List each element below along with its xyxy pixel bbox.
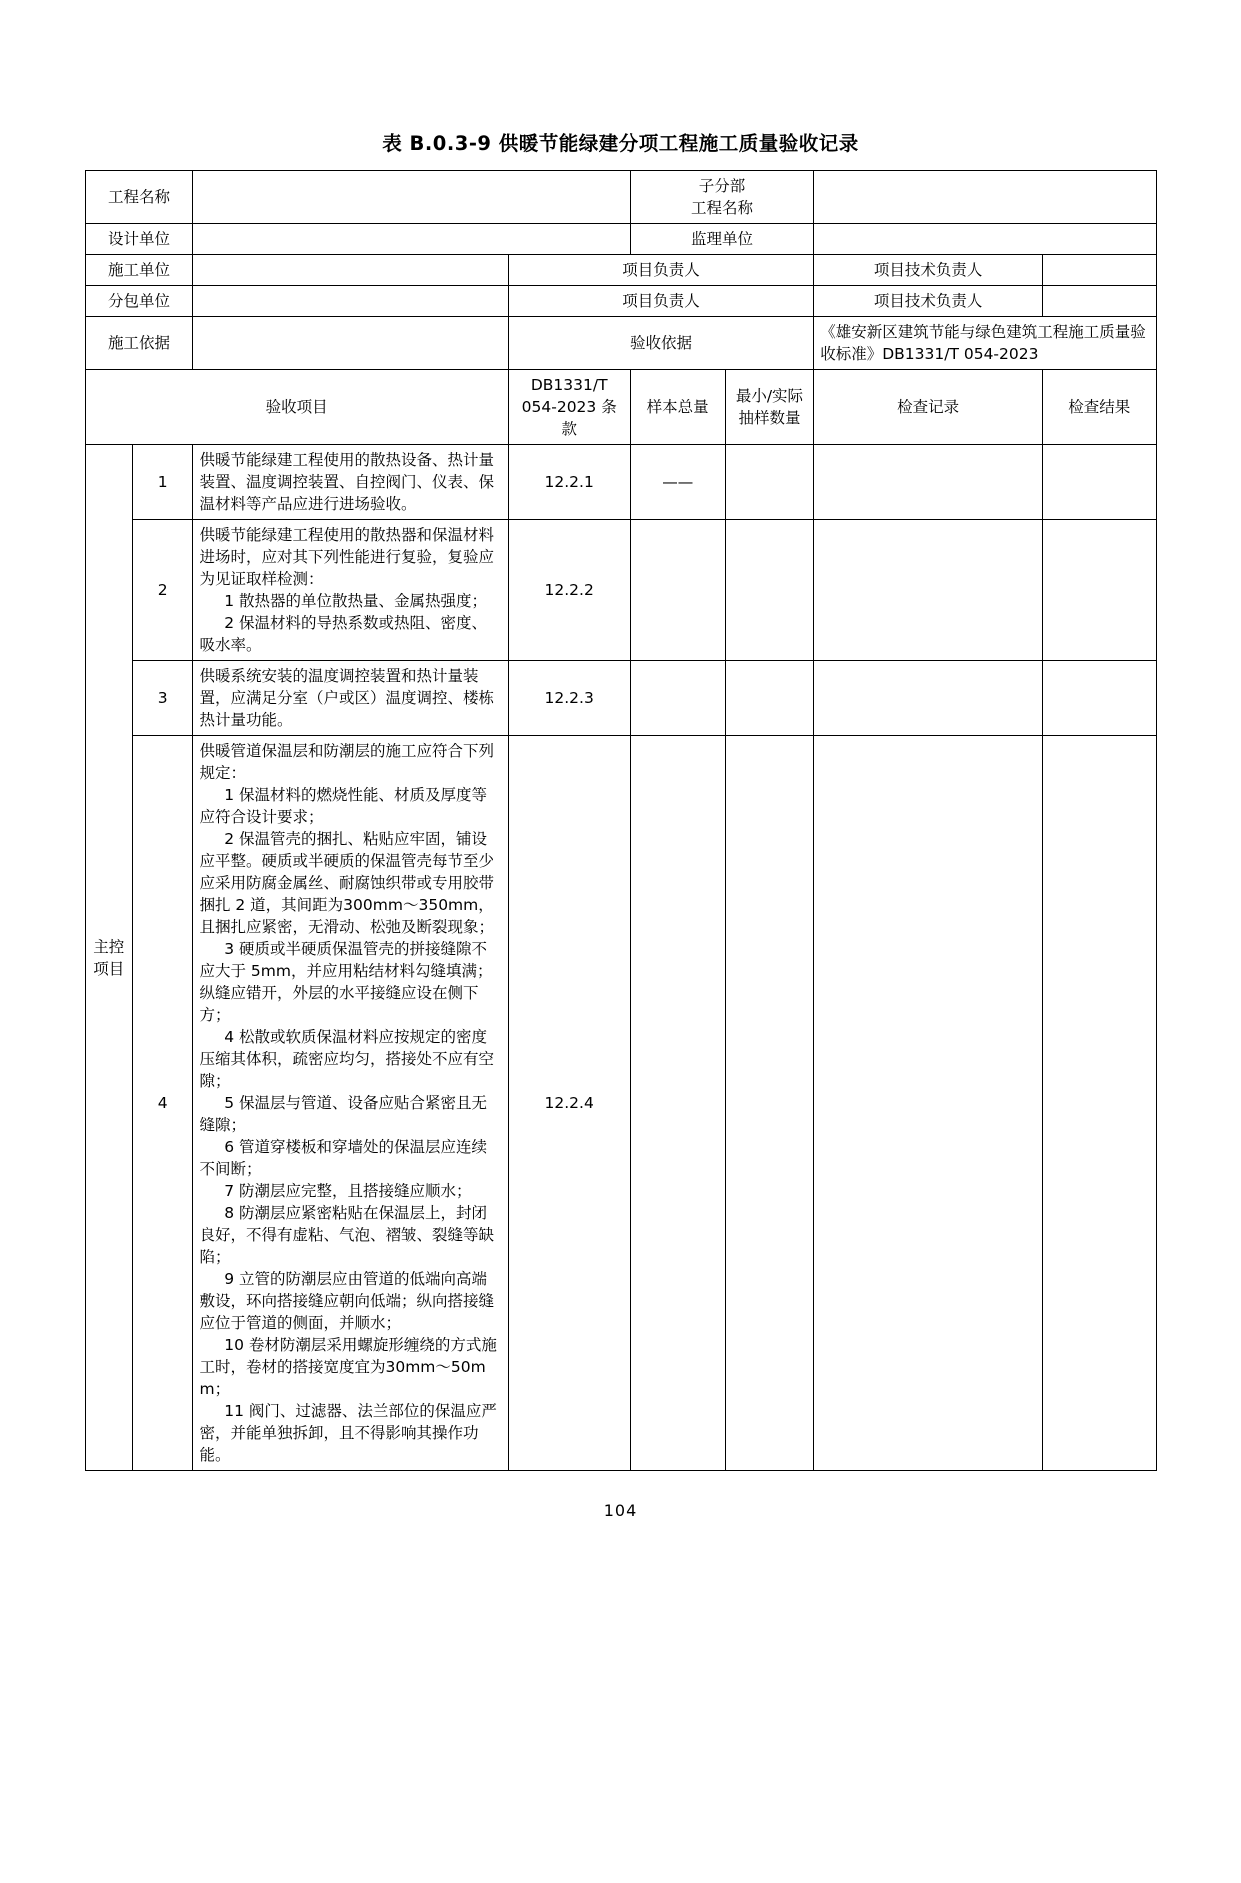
row-content-p: 供暖管道保温层和防潮层的施工应符合下列规定： <box>199 742 494 782</box>
column-header-clause <box>508 370 630 445</box>
column-header-clause-line2: 054-2023 条款 <box>521 398 617 438</box>
column-header-min-actual-line2: 抽样数量 <box>738 409 801 427</box>
construction-basis-value[interactable] <box>193 317 508 370</box>
construction-unit-value[interactable] <box>193 255 508 286</box>
row-inspection-record[interactable] <box>814 520 1043 661</box>
row-content <box>193 736 508 1471</box>
subcontract-tech-leader-value[interactable] <box>1043 286 1156 317</box>
category-label-line1: 主控 <box>93 937 125 956</box>
page-title: 表 B.0.3-9 供暖节能绿建分项工程施工质量验收记录 <box>382 132 859 155</box>
row-content <box>193 445 508 520</box>
design-unit-label: 设计单位 <box>85 224 193 255</box>
row-content-p: 2 保温材料的导热系数或热阻、密度、吸水率。 <box>199 614 488 654</box>
acceptance-basis-value: 《雄安新区建筑节能与绿色建筑工程施工质量验收标准》DB1331/T 054-2023 <box>814 317 1156 370</box>
construction-unit-label: 施工单位 <box>85 255 193 286</box>
row-clause: 12.2.2 <box>508 520 630 661</box>
row-content-p: 供暖节能绿建工程使用的散热器和保温材料进场时，应对其下列性能进行复验，复验应为见证取样检测： <box>199 526 494 588</box>
row-sample-total[interactable] <box>630 736 725 1471</box>
column-header-inspection-result: 检查结果 <box>1043 370 1156 445</box>
row-inspection-result[interactable] <box>1043 661 1156 736</box>
row-inspection-result[interactable] <box>1043 445 1156 520</box>
sub-division-name-label-line2: 工程名称 <box>690 199 753 217</box>
category-label-line2: 项目 <box>93 959 125 978</box>
supervision-unit-label: 监理单位 <box>630 224 814 255</box>
column-header-inspection-record: 检查记录 <box>814 370 1043 445</box>
row-clause: 12.2.4 <box>508 736 630 1471</box>
row-content-p: 4 松散或软质保温材料应按规定的密度压缩其体积，疏密应均匀，搭接处不应有空隙； <box>199 1028 494 1090</box>
row-content-p: 供暖节能绿建工程使用的散热设备、热计量装置、温度调控装置、自控阀门、仪表、保温材料等产品应进行进场验收。 <box>199 451 494 513</box>
row-number: 4 <box>133 736 193 1471</box>
row-content-p: 8 防潮层应紧密粘贴在保温层上，封闭良好，不得有虚粘、气泡、褶皱、裂缝等缺陷； <box>199 1204 494 1266</box>
subcontract-unit-label: 分包单位 <box>85 286 193 317</box>
page-number: 104 <box>603 1501 638 1520</box>
table-header-row <box>85 370 1156 445</box>
category-label-main-control <box>85 445 133 1471</box>
column-header-sample-total: 样本总量 <box>630 370 725 445</box>
row-number: 2 <box>133 520 193 661</box>
row-min-actual[interactable] <box>725 661 814 736</box>
row-min-actual[interactable] <box>725 736 814 1471</box>
row-clause: 12.2.3 <box>508 661 630 736</box>
column-header-min-actual-sampling <box>725 370 814 445</box>
row-clause: 12.2.1 <box>508 445 630 520</box>
subcontract-tech-leader-label: 项目技术负责人 <box>814 286 1043 317</box>
table-row <box>85 520 1156 661</box>
row-content <box>193 661 508 736</box>
sub-division-name-label-line1: 子分部 <box>698 177 746 195</box>
table-row <box>85 445 1156 520</box>
project-tech-leader-value[interactable] <box>1043 255 1156 286</box>
row-content <box>193 520 508 661</box>
acceptance-record-table <box>85 170 1157 1471</box>
table-row <box>85 317 1156 370</box>
row-content-p: 供暖系统安装的温度调控装置和热计量装置，应满足分室（户或区）温度调控、楼栋热计量功能。 <box>199 667 494 729</box>
row-inspection-record[interactable] <box>814 661 1043 736</box>
sub-division-name-value[interactable] <box>814 171 1156 224</box>
supervision-unit-value[interactable] <box>814 224 1156 255</box>
subcontract-project-leader-label: 项目负责人 <box>508 286 814 317</box>
row-content-p: 7 防潮层应完整，且搭接缝应顺水； <box>224 1182 472 1200</box>
row-content-p: 9 立管的防潮层应由管道的低端向高端敷设，环向搭接缝应朝向低端；纵向搭接缝应位于管道的侧面，并顺水； <box>199 1270 494 1332</box>
table-row <box>85 171 1156 224</box>
table-row <box>85 736 1156 1471</box>
row-inspection-record[interactable] <box>814 445 1043 520</box>
row-number: 1 <box>133 445 193 520</box>
sub-division-name-label <box>630 171 814 224</box>
row-content-p: 11 阀门、过滤器、法兰部位的保温应严密，并能单独拆卸，且不得影响其操作功能。 <box>199 1402 497 1464</box>
column-header-clause-line1: DB1331/T <box>530 376 608 394</box>
row-sample-total[interactable] <box>630 520 725 661</box>
table-row <box>85 661 1156 736</box>
column-header-acceptance-item: 验收项目 <box>85 370 508 445</box>
row-inspection-result[interactable] <box>1043 520 1156 661</box>
table-row <box>85 224 1156 255</box>
project-tech-leader-label: 项目技术负责人 <box>814 255 1043 286</box>
row-content-p: 1 散热器的单位散热量、金属热强度； <box>224 592 488 610</box>
construction-basis-label: 施工依据 <box>85 317 193 370</box>
table-row <box>85 255 1156 286</box>
row-content-p: 5 保温层与管道、设备应贴合紧密且无缝隙； <box>199 1094 488 1134</box>
project-leader-label: 项目负责人 <box>508 255 814 286</box>
column-header-min-actual-line1: 最小/实际 <box>735 387 804 405</box>
row-content-p: 6 管道穿楼板和穿墙处的保温层应连续不间断； <box>199 1138 488 1178</box>
project-name-label: 工程名称 <box>85 171 193 224</box>
table-row <box>85 286 1156 317</box>
row-inspection-record[interactable] <box>814 736 1043 1471</box>
design-unit-value[interactable] <box>193 224 630 255</box>
row-content-p: 10 卷材防潮层采用螺旋形缠绕的方式施工时，卷材的搭接宽度宜为30mm～50mm； <box>199 1336 497 1398</box>
row-inspection-result[interactable] <box>1043 736 1156 1471</box>
row-sample-total[interactable] <box>630 661 725 736</box>
row-content-p: 2 保温管壳的捆扎、粘贴应牢固，铺设应平整。硬质或半硬质的保温管壳每节至少应采用防腐金属丝、耐腐蚀织带或专用胶带捆扎 2 道，其间距为300mm～350mm，且捆扎应紧密，无滑动、松弛及断裂现象； <box>199 830 494 936</box>
document-page <box>0 128 1241 1883</box>
row-content-p: 1 保温材料的燃烧性能、材质及厚度等应符合设计要求； <box>199 786 488 826</box>
row-sample-total: —— <box>630 445 725 520</box>
row-min-actual[interactable] <box>725 445 814 520</box>
acceptance-basis-label: 验收依据 <box>508 317 814 370</box>
row-min-actual[interactable] <box>725 520 814 661</box>
subcontract-unit-value[interactable] <box>193 286 508 317</box>
project-name-value[interactable] <box>193 171 630 224</box>
row-number: 3 <box>133 661 193 736</box>
row-content-p: 3 硬质或半硬质保温管壳的拼接缝隙不应大于 5mm，并应用粘结材料勾缝填满；纵缝应错开，外层的水平接缝应设在侧下方； <box>199 940 493 1024</box>
